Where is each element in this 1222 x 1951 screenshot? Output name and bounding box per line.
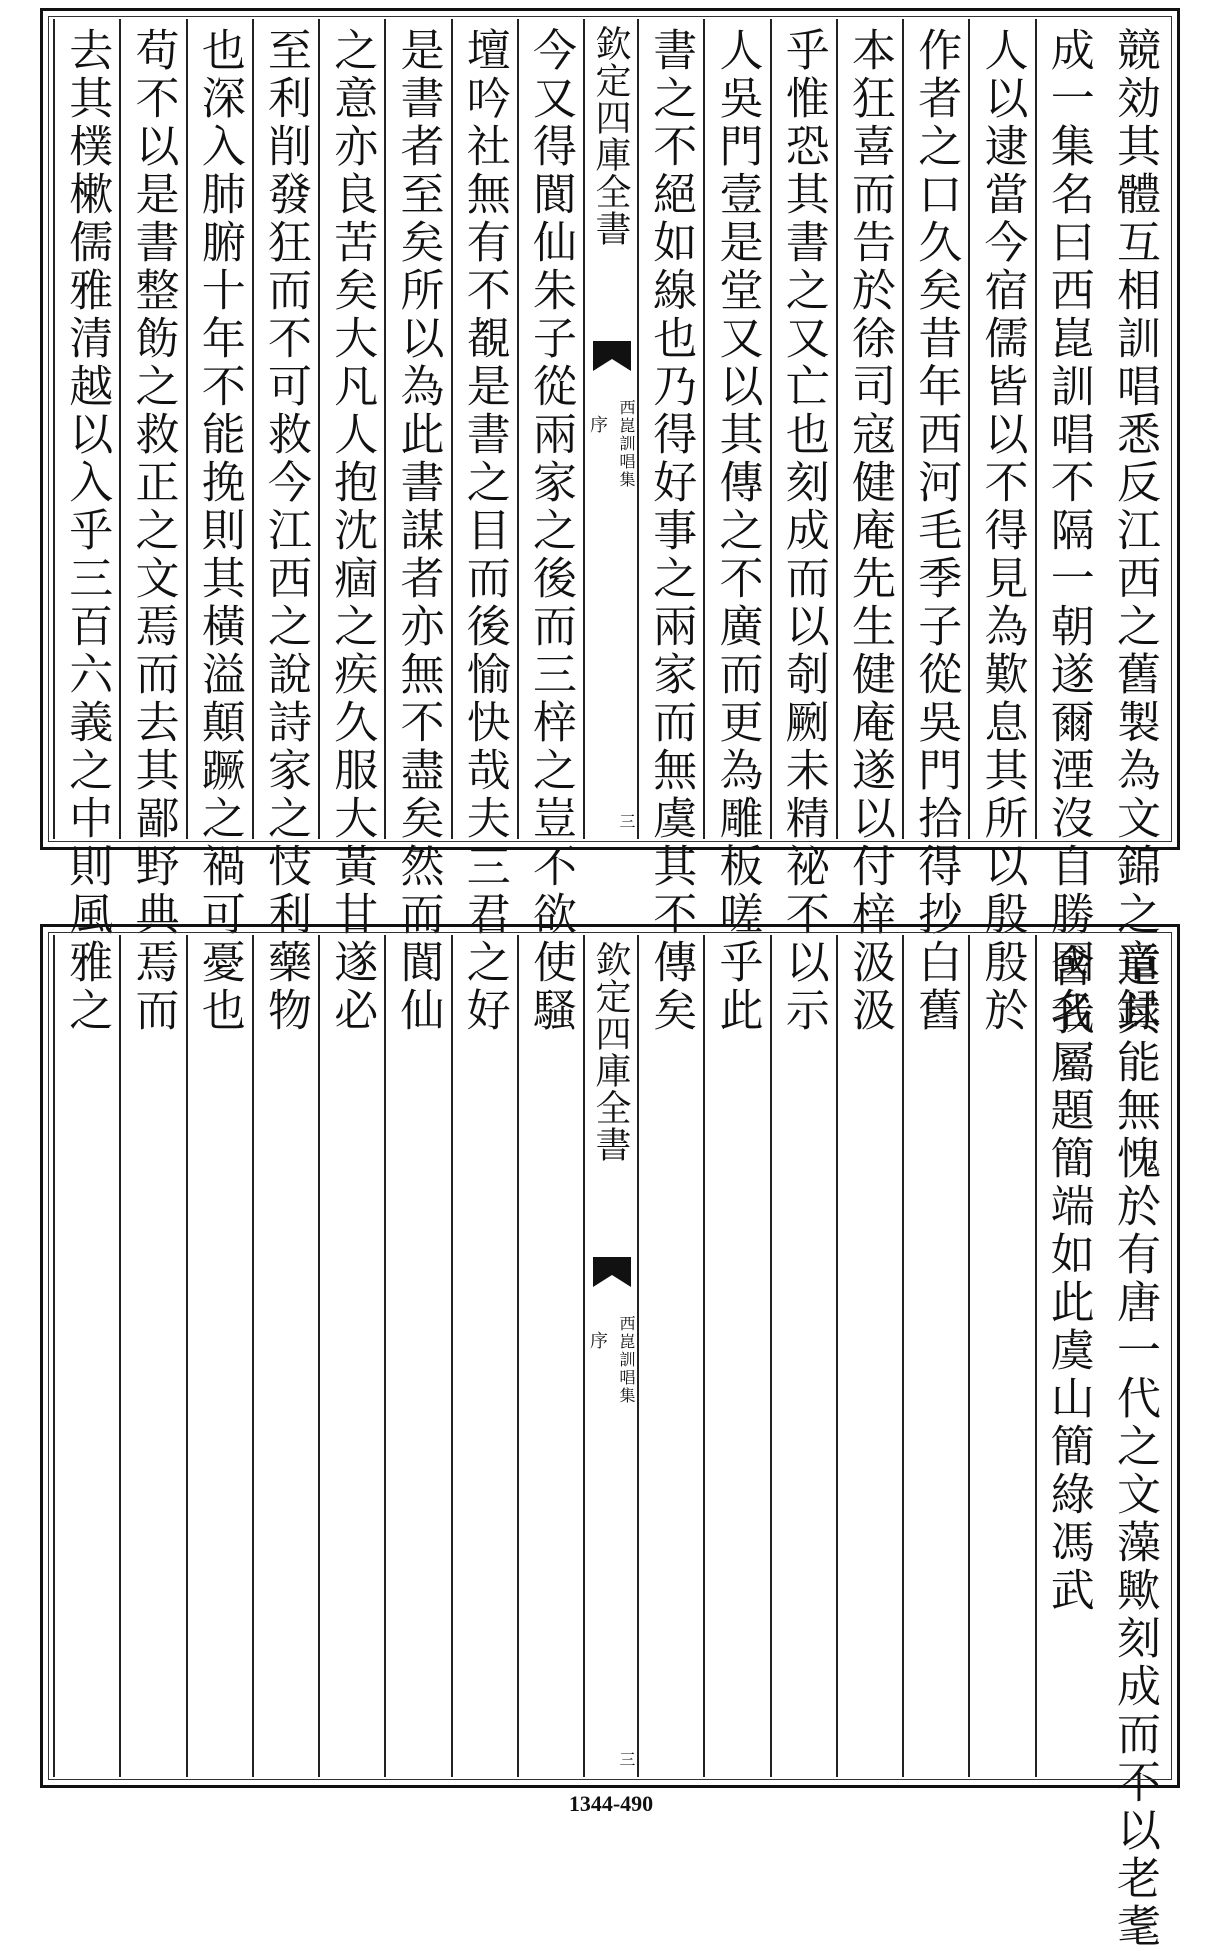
text-column [902,935,968,1777]
fish-tail-mark [593,1257,631,1287]
band-title: 欽定四庫全書 [590,25,631,247]
text-column [186,935,252,1777]
text-column [451,19,517,1035]
column-text: 競効其體互相訓唱悉反江西之舊製為文錦之章録 [1109,27,1160,1035]
column-text: 苟不以是書整飭之救正之文焉而去其鄙野典焉而 [127,27,179,1035]
top-page [40,8,1180,1035]
band-section: 序 [587,415,608,433]
text-column [318,19,384,1035]
column-text: 人吳門壹是堂又以其傳之不廣而更為雕板嗟乎此 [711,27,763,1035]
column-text: 壇吟社無有不覩是書之目而後愉快哉夫三君之好 [458,27,510,1035]
text-column [1101,19,1167,1035]
column-text: 是書者至矣所以為此書謀者亦無不盡矣然而閬仙 [392,27,444,1035]
column-text: 成一集名曰西崑訓唱不隔一朝遂爾湮沒自勝國名 [1042,27,1094,1035]
text-column [1035,19,1101,1035]
band-page-number: 三 [617,813,636,829]
center-band [583,935,637,1777]
column-text: 也深入肺腑十年不能挽則其橫溢顛蹶之禍可憂也 [193,27,245,1035]
text-column [703,935,769,1777]
column-text: 今又得閬仙朱子從兩家之後而三梓之豈不欲使騷 [525,27,576,1035]
text-column [119,935,185,1777]
text-column [968,935,1034,1777]
band-title: 欽定四庫全書 [590,941,631,1163]
text-column [119,19,185,1035]
text-column [252,19,318,1035]
text-column [1035,935,1101,1777]
column-text: 人以逮當今宿儒皆以不得見為歎息其所以殷殷於 [976,27,1028,1035]
column-text: 乎惟恐其書之又亡也刻成而以剞劂未精祕不以示 [777,27,829,1035]
text-column [53,935,119,1777]
column-text: 舍我屬題簡端如此虞山簡綠馮武 [1042,943,1094,1615]
text-column [186,19,252,1035]
text-column [902,19,968,1035]
text-column [1101,935,1167,1951]
text-column [318,935,384,1777]
text-column [637,935,703,1777]
column-text: 道其能無愧於有唐一代之文藻歟刻成而不以老耄 [1109,943,1160,1951]
text-column [770,935,836,1777]
text-column [384,19,450,1035]
text-column [384,935,450,1777]
text-column [836,935,902,1777]
text-column [836,19,902,1035]
text-column [770,19,836,1035]
column-text: 本狂喜而告於徐司寇健庵先生健庵遂以付梓汲汲 [844,27,895,1035]
column-text: 書之不絕如線也乃得好事之兩家而無虞其不傳矣 [645,27,697,1035]
text-column [703,19,769,1035]
text-column [53,19,119,1035]
fish-tail-mark [593,341,631,371]
band-book-title: 西崑訓唱集 [617,399,636,489]
page-code: 1344-490 [568,1791,654,1816]
center-band [583,19,637,839]
text-column [252,935,318,1777]
band-section: 序 [587,1331,608,1349]
text-column [968,19,1034,1035]
column-text: 去其樸樕儒雅清越以入乎三百六義之中則風雅之 [61,27,113,1035]
band-book-title: 西崑訓唱集 [617,1315,636,1405]
column-text: 作者之口久矣昔年西河毛季子從吳門拾得抄白舊 [910,27,962,1035]
band-page-number: 三 [617,1751,636,1767]
text-column [637,19,703,1035]
text-column [517,19,583,1035]
column-text: 至利削發狂而不可救今江西之說詩家之忮利藥物 [260,27,311,1035]
column-text: 之意亦良苦矣大凡人抱沈痼之疾久服大黃甘遂必 [326,27,378,1035]
text-column [451,935,517,1777]
text-column [517,935,583,1777]
